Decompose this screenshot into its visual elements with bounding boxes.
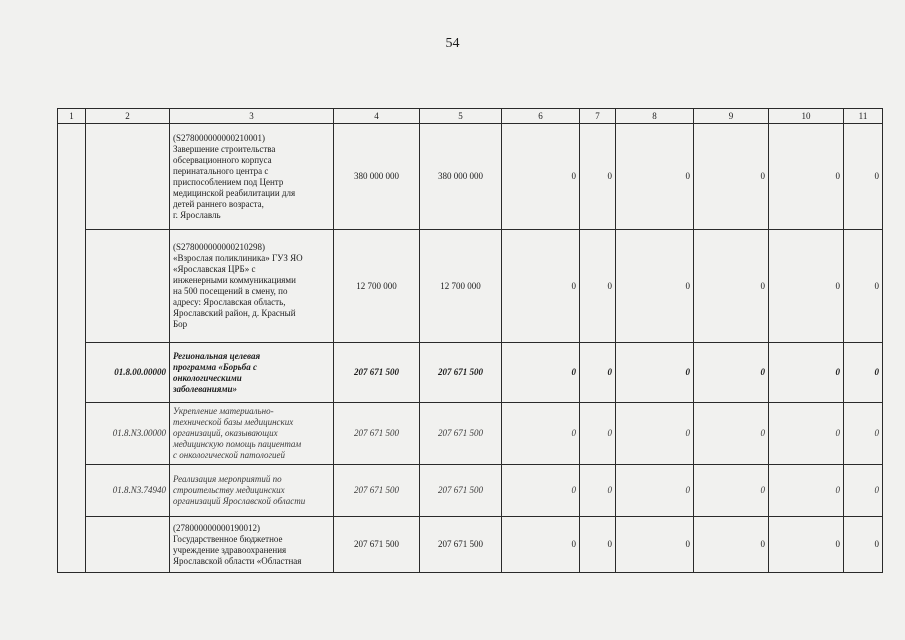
merged-col1-cell (58, 124, 86, 573)
row-code (86, 517, 170, 573)
desc-line: организаций Ярославской области (173, 496, 306, 506)
value-col11: 0 (844, 124, 883, 230)
value-col9: 0 (694, 343, 769, 403)
value-col4: 207 671 500 (334, 517, 420, 573)
value-col5: 380 000 000 (420, 124, 502, 230)
value-col5: 12 700 000 (420, 230, 502, 343)
value-col9: 0 (694, 517, 769, 573)
value-col7: 0 (580, 517, 616, 573)
value-col7: 0 (580, 124, 616, 230)
desc-line: медицинскую помощь пациентам (173, 439, 302, 449)
value-col4: 207 671 500 (334, 465, 420, 517)
column-header: 4 (334, 109, 420, 124)
value-col7: 0 (580, 343, 616, 403)
value-col11: 0 (844, 403, 883, 465)
desc-line: Завершение строительства (173, 143, 276, 154)
desc-line: Ярославской области «Областная (173, 555, 302, 566)
row-code: 01.8.00.00000 (86, 343, 170, 403)
value-col9: 0 (694, 124, 769, 230)
table-row (58, 230, 883, 343)
desc-line: (S278000000000210001) (173, 132, 265, 143)
row-description (170, 124, 334, 230)
desc-line: приспособлением под Центр (173, 176, 284, 187)
column-header: 11 (844, 109, 883, 124)
value-col6: 0 (502, 465, 580, 517)
table-row (58, 403, 883, 465)
desc-line: учреждение здравоохранения (173, 544, 287, 555)
desc-line: Государственное бюджетное (173, 533, 283, 544)
value-col4: 207 671 500 (334, 343, 420, 403)
value-col5: 207 671 500 (420, 343, 502, 403)
desc-line: Бор (173, 319, 188, 329)
value-col4: 380 000 000 (334, 124, 420, 230)
value-col8: 0 (616, 517, 694, 573)
desc-line: адресу: Ярославская область, (173, 297, 286, 307)
table-row (58, 517, 883, 573)
value-col10: 0 (769, 124, 844, 230)
desc-line: обсервационного корпуса (173, 154, 272, 165)
header-row (58, 109, 883, 124)
column-header: 5 (420, 109, 502, 124)
desc-line: на 500 посещений в смену, по (173, 286, 288, 296)
desc-line: Региональная целевая (173, 350, 261, 361)
desc-line: заболеваниями» (173, 383, 238, 394)
column-header: 1 (58, 109, 86, 124)
row-code (86, 230, 170, 343)
row-description (170, 230, 334, 343)
column-header: 6 (502, 109, 580, 124)
value-col9: 0 (694, 230, 769, 343)
value-col8: 0 (616, 465, 694, 517)
value-col8: 0 (616, 343, 694, 403)
desc-line: перинатального центра с (173, 165, 269, 176)
column-header: 7 (580, 109, 616, 124)
row-description (170, 465, 334, 517)
table-row (58, 343, 883, 403)
value-col7: 0 (580, 465, 616, 517)
desc-line: (S278000000000210298) (173, 242, 265, 252)
row-description (170, 517, 334, 573)
desc-line: онкологическими (173, 372, 242, 383)
value-col9: 0 (694, 403, 769, 465)
value-col8: 0 (616, 230, 694, 343)
column-header: 10 (769, 109, 844, 124)
value-col6: 0 (502, 124, 580, 230)
value-col11: 0 (844, 230, 883, 343)
column-header: 8 (616, 109, 694, 124)
desc-line: Реализация мероприятий по (173, 474, 282, 484)
value-col4: 12 700 000 (334, 230, 420, 343)
row-code: 01.8.N3.00000 (86, 403, 170, 465)
column-header: 3 (170, 109, 334, 124)
table-row (58, 124, 883, 230)
table-row (58, 465, 883, 517)
column-header: 9 (694, 109, 769, 124)
desc-line: инженерными коммуникациями (173, 275, 296, 285)
desc-line: Укрепление материально- (173, 406, 274, 416)
budget-table (57, 108, 883, 573)
row-code: 01.8.N3.74940 (86, 465, 170, 517)
value-col9: 0 (694, 465, 769, 517)
desc-line: технической базы медицинских (173, 417, 294, 427)
desc-line: г. Ярославль (173, 209, 221, 220)
value-col8: 0 (616, 403, 694, 465)
desc-line: детей раннего возраста, (173, 198, 264, 209)
value-col6: 0 (502, 403, 580, 465)
value-col7: 0 (580, 403, 616, 465)
desc-line: «Ярославская ЦРБ» с (173, 264, 256, 274)
value-col10: 0 (769, 230, 844, 343)
desc-line: медицинской реабилитации для (173, 187, 296, 198)
value-col5: 207 671 500 (420, 465, 502, 517)
value-col8: 0 (616, 124, 694, 230)
value-col10: 0 (769, 343, 844, 403)
value-col11: 0 (844, 343, 883, 403)
desc-line: с онкологической патологией (173, 450, 285, 460)
desc-line: Ярославский район, д. Красный (173, 308, 296, 318)
value-col10: 0 (769, 517, 844, 573)
value-col11: 0 (844, 517, 883, 573)
value-col6: 0 (502, 343, 580, 403)
desc-line: организаций, оказывающих (173, 428, 278, 438)
value-col5: 207 671 500 (420, 517, 502, 573)
value-col6: 0 (502, 517, 580, 573)
page-number: 54 (445, 36, 460, 51)
row-description (170, 343, 334, 403)
value-col6: 0 (502, 230, 580, 343)
value-col5: 207 671 500 (420, 403, 502, 465)
desc-line: (278000000000190012) (173, 522, 260, 533)
desc-line: «Взрослая поликлиника» ГУЗ ЯО (173, 253, 303, 263)
row-description (170, 403, 334, 465)
desc-line: программа «Борьба с (173, 361, 257, 372)
value-col4: 207 671 500 (334, 403, 420, 465)
value-col10: 0 (769, 465, 844, 517)
desc-line: строительству медицинских (173, 485, 285, 495)
row-code (86, 124, 170, 230)
value-col10: 0 (769, 403, 844, 465)
column-header: 2 (86, 109, 170, 124)
value-col11: 0 (844, 465, 883, 517)
value-col7: 0 (580, 230, 616, 343)
